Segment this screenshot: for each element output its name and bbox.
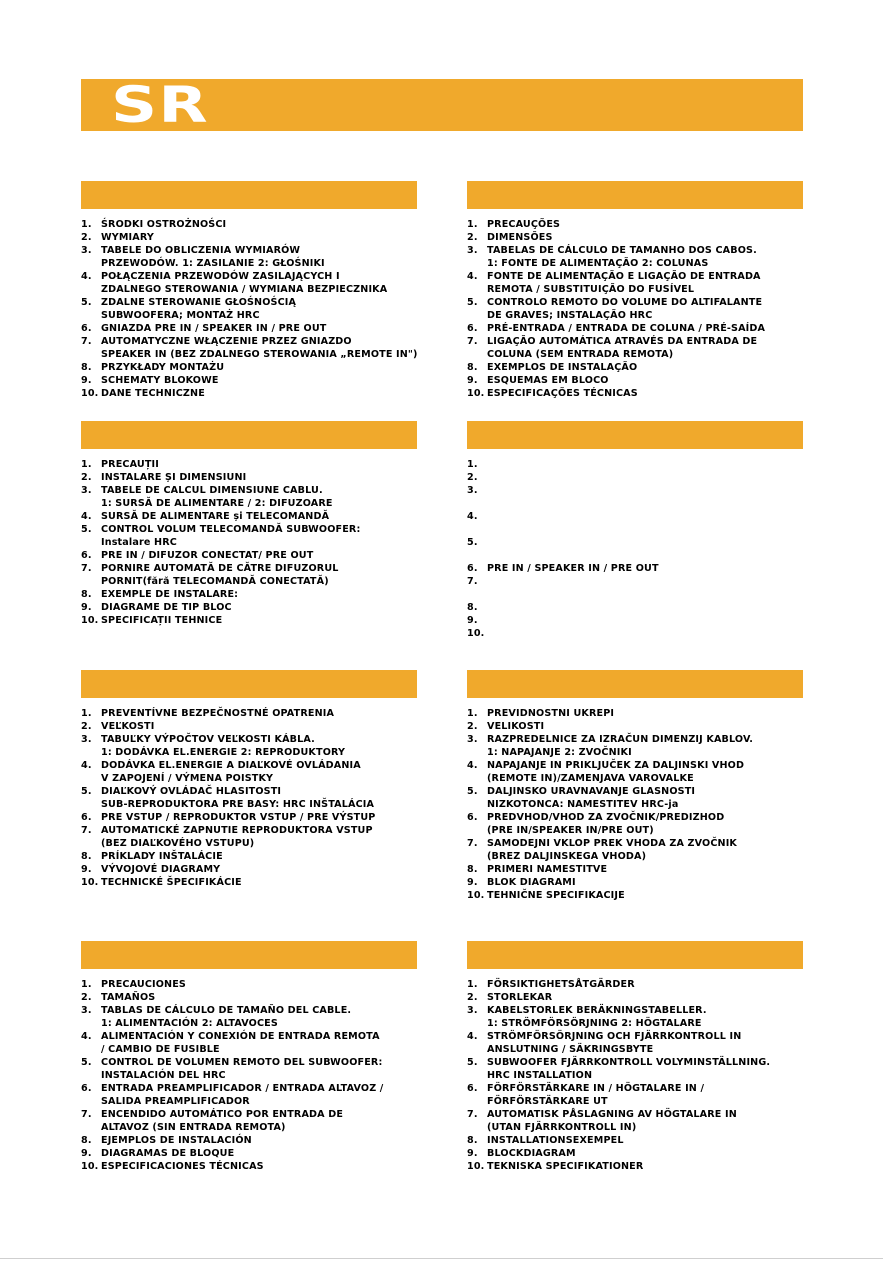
toc-item-text: INSTALACIÓN DEL HRC — [101, 1070, 226, 1081]
toc-item-text: PRÍKLADY INŠTALÁCIE — [101, 851, 223, 862]
toc-item — [81, 231, 441, 244]
toc-item — [81, 387, 441, 400]
toc-item-text: 1: NAPAJANJE 2: ZVOČNIKI — [487, 747, 632, 758]
toc-item-number: 8. — [467, 1135, 478, 1146]
toc-item — [81, 1056, 441, 1082]
toc-item-text: DALJINSKO URAVNAVANJE GLASNOSTI — [487, 786, 696, 797]
toc-item — [81, 978, 441, 991]
toc-item — [81, 1160, 441, 1173]
toc-item-text: SALIDA PREAMPLIFICADOR — [101, 1096, 250, 1107]
toc-item — [81, 824, 441, 850]
toc-item-text: AUTOMATYCZNE WŁĄCZENIE PRZEZ GNIAZDO — [101, 336, 352, 347]
toc-item-text: NAPAJANJE IN PRIKLJUČEK ZA DALJINSKI VHOD — [487, 760, 745, 771]
toc-item-number: 8. — [81, 851, 92, 862]
toc-item-text — [487, 471, 827, 484]
toc-item — [81, 588, 441, 601]
toc-item-text: ZDALNEGO STEROWANIA / WYMIANA BEZPIECZNIKA — [101, 284, 388, 295]
toc-item-number: 9. — [81, 602, 92, 613]
toc-item-number: 8. — [81, 589, 92, 600]
toc-item-number: 4. — [81, 1031, 92, 1042]
toc-item-number: 4. — [467, 760, 478, 771]
section-header-russian — [467, 421, 803, 449]
toc-item — [467, 575, 827, 601]
toc-item-number: 4. — [81, 271, 92, 282]
toc-item-text: COLUNA (SEM ENTRADA REMOTA) — [487, 349, 674, 360]
toc-item — [81, 720, 441, 733]
toc-item-text: VEĽKOSTI — [101, 721, 155, 732]
toc-item-text: TABUĽKY VÝPOČTOV VEĽKOSTI KÁBLA. — [101, 734, 315, 745]
toc-item-number: 5. — [81, 524, 92, 535]
toc-item-text: CONTROLO REMOTO DO VOLUME DO ALTIFALANTE — [487, 297, 763, 308]
toc-item-text: ANSLUTNING / SÄKRINGSBYTE — [487, 1044, 654, 1055]
toc-item — [81, 811, 441, 824]
toc-item-number: 6. — [81, 1083, 92, 1094]
toc-item-text — [487, 536, 827, 549]
toc-item — [81, 863, 441, 876]
toc-item-number: 9. — [467, 375, 478, 386]
toc-item — [467, 1030, 827, 1056]
bottom-rule — [0, 1258, 883, 1259]
toc-item-text: TABELE DE CALCUL DIMENSIUNE CABLU. — [101, 485, 323, 496]
toc-item-text: BLOCKDIAGRAM — [487, 1148, 576, 1159]
toc-item — [467, 991, 827, 1004]
toc-item — [81, 270, 441, 296]
toc-item — [467, 270, 827, 296]
toc-item — [81, 991, 441, 1004]
toc-item — [467, 837, 827, 863]
toc-item-number: 3. — [81, 1005, 92, 1016]
toc-item — [467, 562, 827, 575]
toc-item-number: 7. — [467, 336, 478, 347]
toc-item-text: ESPECIFICACIONES TÉCNICAS — [101, 1161, 264, 1172]
toc-item-number: 10. — [81, 1161, 99, 1172]
toc-item-text: TAMAÑOS — [101, 992, 156, 1003]
toc-item — [467, 244, 827, 270]
toc-item-number: 10. — [467, 628, 485, 639]
toc-item-text: PREVIDNOSTNI UKREPI — [487, 708, 615, 719]
toc-item-number: 1. — [467, 219, 478, 230]
toc-item-number: 6. — [81, 323, 92, 334]
toc-item-number: 3. — [81, 245, 92, 256]
toc-item-number: 4. — [81, 760, 92, 771]
toc-item — [81, 523, 441, 549]
toc-item-text: KABELSTORLEK BERÄKNINGSTABELLER. — [487, 1005, 707, 1016]
toc-item-text: NIZKOTONCA: NAMESTITEV HRC-ja — [487, 799, 679, 810]
toc-item-text: RAZPREDELNICE ZA IZRAČUN DIMENZIJ KABLOV. — [487, 734, 754, 745]
toc-item-text: PRIMERI NAMESTITVE — [487, 864, 608, 875]
toc-item-text: EJEMPLOS DE INSTALACIÓN — [101, 1135, 252, 1146]
toc-item-text: INSTALARE ȘI DIMENSIUNI — [101, 472, 247, 483]
toc-item-text: PRÉ-ENTRADA / ENTRADA DE COLUNA / PRÉ-SAÍDA — [487, 323, 766, 334]
toc-item — [81, 322, 441, 335]
toc-item-number: 8. — [81, 362, 92, 373]
toc-item-text: REMOTA / SUBSTITUIÇÃO DO FUSÍVEL — [487, 284, 695, 295]
toc-item-text: TABELE DO OBLICZENIA WYMIARÓW — [101, 245, 301, 256]
toc-item-text: ZDALNE STEROWANIE GŁOŚNOŚCIĄ — [101, 297, 297, 308]
toc-item-text: SAMODEJNI VKLOP PREK VHODA ZA ZVOČNIK — [487, 838, 738, 849]
toc-item-text — [487, 601, 827, 614]
toc-item — [467, 374, 827, 387]
toc-item-text: VELIKOSTI — [487, 721, 545, 732]
section-header-romanian — [81, 421, 417, 449]
toc-item-number: 9. — [81, 1148, 92, 1159]
toc-item-text: CONTROL DE VOLUMEN REMOTO DEL SUBWOOFER: — [101, 1057, 383, 1068]
toc-polish — [81, 218, 441, 400]
toc-item-number: 5. — [81, 297, 92, 308]
toc-item-text: STORLEKAR — [487, 992, 553, 1003]
toc-item-number: 3. — [81, 734, 92, 745]
toc-item-number: 2. — [467, 472, 478, 483]
toc-item-number: 3. — [467, 245, 478, 256]
toc-item-number: 4. — [467, 511, 478, 522]
toc-item-number: 8. — [81, 1135, 92, 1146]
toc-item-number: 6. — [467, 563, 478, 574]
toc-item — [81, 458, 441, 471]
toc-item-text: DIMENSÕES — [487, 232, 553, 243]
toc-item-number: 5. — [467, 537, 478, 548]
toc-item-text: PRECAUȚII — [101, 459, 159, 470]
toc-item-text: DIAGRAME DE TIP BLOC — [101, 602, 232, 613]
toc-item-text: 1: FONTE DE ALIMENTAÇÃO 2: COLUNAS — [487, 258, 709, 269]
toc-item — [81, 1082, 441, 1108]
toc-item-number: 7. — [467, 576, 478, 587]
toc-item-text: 1: STRÖMFÖRSÖRJNING 2: HÖGTALARE — [487, 1018, 702, 1029]
toc-item-text: PREDVHOD/VHOD ZA ZVOČNIK/PREDIZHOD — [487, 812, 725, 823]
toc-item-text: TECHNICKÉ ŠPECIFIKÁCIE — [101, 877, 242, 888]
toc-item — [467, 1108, 827, 1134]
toc-item-number: 6. — [467, 1083, 478, 1094]
toc-item-number: 6. — [81, 812, 92, 823]
toc-item — [81, 218, 441, 231]
toc-item — [467, 1147, 827, 1160]
toc-item — [81, 876, 441, 889]
toc-item — [467, 889, 827, 902]
toc-item-number: 1. — [467, 459, 478, 470]
toc-item — [81, 1134, 441, 1147]
toc-item-text: (REMOTE IN)/ZAMENJAVA VAROVALKE — [487, 773, 694, 784]
toc-item — [81, 335, 441, 361]
toc-item — [81, 562, 441, 588]
toc-item-text: ALTAVOZ (SIN ENTRADA REMOTA) — [101, 1122, 286, 1133]
toc-item-number: 10. — [467, 890, 485, 901]
toc-item — [467, 1160, 827, 1173]
toc-item-text: DE GRAVES; INSTALAÇÃO HRC — [487, 310, 653, 321]
toc-item-text: PRZEWODÓW. 1: ZASILANIE 2: GŁOŚNIKI — [101, 258, 325, 269]
toc-item-text: FÖRFÖRSTÄRKARE UT — [487, 1096, 608, 1107]
toc-item-text: DIAĽKOVÝ OVLÁDAČ HLASITOSTI — [101, 786, 282, 797]
toc-item-number: 9. — [467, 1148, 478, 1159]
toc-item-number: 3. — [81, 485, 92, 496]
toc-item-text — [487, 614, 827, 627]
toc-item — [467, 785, 827, 811]
toc-item — [467, 296, 827, 322]
toc-item-text: VÝVOJOVÉ DIAGRAMY — [101, 864, 221, 875]
toc-item-number: 7. — [81, 563, 92, 574]
toc-item — [81, 707, 441, 720]
toc-item-number: 3. — [467, 1005, 478, 1016]
toc-item-number: 2. — [81, 232, 92, 243]
toc-item-number: 2. — [467, 992, 478, 1003]
toc-item-number: 1. — [81, 459, 92, 470]
toc-romanian — [81, 458, 441, 627]
toc-item-text: LIGAÇÃO AUTOMÁTICA ATRAVÉS DA ENTRADA DE — [487, 336, 758, 347]
toc-item-text — [487, 549, 827, 562]
toc-item-text: GNIAZDA PRE IN / SPEAKER IN / PRE OUT — [101, 323, 327, 334]
toc-swedish — [467, 978, 827, 1173]
toc-item — [467, 1082, 827, 1108]
toc-item-number: 8. — [467, 362, 478, 373]
toc-item-text: PRECAUÇÕES — [487, 219, 561, 230]
toc-item-text: PORNIT(fără TELECOMANDĂ CONECTATĂ) — [101, 576, 329, 587]
toc-item-number: 1. — [467, 979, 478, 990]
toc-item-text: DANE TECHNICZNE — [101, 388, 205, 399]
toc-item — [467, 601, 827, 614]
toc-item-number: 4. — [81, 511, 92, 522]
toc-item-text: 1: SURSĂ DE ALIMENTARE / 2: DIFUZOARE — [101, 498, 333, 509]
toc-item-text: SCHEMATY BLOKOWE — [101, 375, 219, 386]
toc-item-text: EXEMPLE DE INSTALARE: — [101, 589, 239, 600]
section-header-slovak — [81, 670, 417, 698]
toc-item-text: 1: ALIMENTACIÓN 2: ALTAVOCES — [101, 1018, 278, 1029]
toc-item — [467, 876, 827, 889]
toc-item — [467, 361, 827, 374]
toc-item-number: 1. — [81, 219, 92, 230]
toc-item-text: PRECAUCIONES — [101, 979, 186, 990]
toc-item — [81, 601, 441, 614]
toc-item — [81, 1108, 441, 1134]
toc-spanish — [81, 978, 441, 1173]
toc-item-text: PRE VSTUP / REPRODUKTOR VSTUP / PRE VÝSTUP — [101, 812, 376, 823]
toc-item-number: 9. — [467, 615, 478, 626]
toc-item-text: SUBWOOFER FJÄRRKONTROLL VOLYMINSTÄLLNING. — [487, 1057, 771, 1068]
toc-item-text: ESPECIFICAÇÕES TÉCNICAS — [487, 388, 638, 399]
toc-item-text: FONTE DE ALIMENTAÇÃO E LIGAÇÃO DE ENTRADA — [487, 271, 761, 282]
toc-item-number: 5. — [467, 1057, 478, 1068]
toc-item-text: TABLAS DE CÁLCULO DE TAMAÑO DEL CABLE. — [101, 1005, 352, 1016]
toc-item-number: 10. — [81, 388, 99, 399]
toc-slovenian — [467, 707, 827, 902]
toc-item — [81, 850, 441, 863]
toc-item-text: 1: DODÁVKA EL.ENERGIE 2: REPRODUKTORY — [101, 747, 346, 758]
toc-item — [467, 733, 827, 759]
toc-item-text — [487, 575, 827, 588]
toc-item-number: 5. — [81, 1057, 92, 1068]
toc-item — [81, 1030, 441, 1056]
toc-item-text: / CAMBIO DE FUSIBLE — [101, 1044, 220, 1055]
toc-item-text: ENCENDIDO AUTOMÁTICO POR ENTRADA DE — [101, 1109, 344, 1120]
toc-item-text: SPEAKER IN (BEZ ZDALNEGO STEROWANIA „REMOTE IN") — [101, 349, 418, 360]
toc-item-number: 9. — [467, 877, 478, 888]
toc-item — [467, 231, 827, 244]
toc-item-text: SPECIFICAȚII TEHNICE — [101, 615, 223, 626]
toc-item-text: TEKNISKA SPECIFIKATIONER — [487, 1161, 644, 1172]
toc-item — [467, 458, 827, 471]
toc-russian — [467, 458, 827, 640]
toc-item — [81, 510, 441, 523]
toc-item-text: (PRE IN/SPEAKER IN/PRE OUT) — [487, 825, 654, 836]
toc-item-text: DIAGRAMAS DE BLOQUE — [101, 1148, 235, 1159]
toc-item — [81, 484, 441, 510]
toc-item — [81, 1004, 441, 1030]
toc-item-number: 8. — [467, 864, 478, 875]
toc-item — [467, 218, 827, 231]
toc-slovak — [81, 707, 441, 889]
toc-item-text: BLOK DIAGRAMI — [487, 877, 576, 888]
toc-item-text: SURSĂ DE ALIMENTARE și TELECOMANDĂ — [101, 511, 330, 522]
toc-item-text: ESQUEMAS EM BLOCO — [487, 375, 609, 386]
toc-item — [467, 387, 827, 400]
sr-logo: SR — [111, 76, 209, 134]
toc-item-text: PRE IN / SPEAKER IN / PRE OUT — [487, 563, 659, 574]
toc-item — [81, 614, 441, 627]
toc-item-number: 5. — [467, 786, 478, 797]
header-banner — [81, 76, 803, 134]
section-header-spanish — [81, 941, 417, 969]
toc-item-number: 1. — [81, 708, 92, 719]
toc-item-text: FÖRSIKTIGHETSÅTGÄRDER — [487, 979, 635, 990]
toc-item-number: 5. — [467, 297, 478, 308]
toc-item-number: 7. — [81, 825, 92, 836]
toc-item-number: 5. — [81, 786, 92, 797]
toc-item — [467, 471, 827, 484]
toc-portuguese — [467, 218, 827, 400]
toc-item-text — [487, 458, 827, 471]
toc-item-number: 7. — [81, 336, 92, 347]
toc-item-number: 2. — [81, 721, 92, 732]
toc-item-text: HRC INSTALLATION — [487, 1070, 593, 1081]
toc-item-text: (UTAN FJÄRRKONTROLL IN) — [487, 1122, 637, 1133]
toc-item-text: V ZAPOJENÍ / VÝMENA POISTKY — [101, 773, 274, 784]
toc-item-text — [487, 497, 827, 510]
toc-item — [467, 1134, 827, 1147]
toc-item-text: WYMIARY — [101, 232, 154, 243]
toc-item — [467, 322, 827, 335]
toc-item — [81, 549, 441, 562]
toc-item-text: AUTOMATISK PÅSLAGNING AV HÖGTALARE IN — [487, 1109, 737, 1120]
toc-item-text: EXEMPLOS DE INSTALAÇÃO — [487, 362, 638, 373]
section-header-polish — [81, 181, 417, 209]
toc-item — [81, 374, 441, 387]
toc-item — [467, 335, 827, 361]
toc-item-number: 10. — [467, 1161, 485, 1172]
toc-item-text: TABELAS DE CÁLCULO DE TAMANHO DOS CABOS. — [487, 245, 757, 256]
toc-item — [81, 296, 441, 322]
toc-item-number: 3. — [467, 734, 478, 745]
toc-item-number: 6. — [467, 323, 478, 334]
toc-item-number: 2. — [81, 992, 92, 1003]
toc-item-text — [487, 484, 827, 497]
toc-item-number: 2. — [467, 721, 478, 732]
toc-item — [81, 361, 441, 374]
toc-item — [467, 536, 827, 562]
toc-item — [467, 759, 827, 785]
toc-item-text: (BEZ DIAĽKOVÉHO VSTUPU) — [101, 838, 255, 849]
toc-item-number: 9. — [81, 864, 92, 875]
toc-item-text: Instalare HRC — [101, 537, 177, 548]
toc-item — [467, 1056, 827, 1082]
toc-item-number: 6. — [81, 550, 92, 561]
toc-item-text: PORNIRE AUTOMATĂ DE CĂTRE DIFUZORUL — [101, 563, 339, 574]
toc-item — [467, 707, 827, 720]
section-header-portuguese — [467, 181, 803, 209]
toc-item-text: PRZYKŁADY MONTAŻU — [101, 362, 225, 373]
toc-item — [81, 733, 441, 759]
toc-item-number: 2. — [81, 472, 92, 483]
toc-item — [467, 510, 827, 536]
toc-item-number: 7. — [467, 1109, 478, 1120]
toc-item-number: 3. — [467, 485, 478, 496]
toc-item-number: 6. — [467, 812, 478, 823]
section-header-swedish — [467, 941, 803, 969]
toc-item-text: DODÁVKA EL.ENERGIE A DIAĽKOVÉ OVLÁDANIA — [101, 760, 361, 771]
toc-item-text: PREVENTÍVNE BEZPEČNOSTNÉ OPATRENIA — [101, 708, 335, 719]
toc-item-number: 10. — [81, 615, 99, 626]
toc-item-text — [487, 523, 827, 536]
toc-item-text — [487, 510, 827, 523]
toc-item — [467, 1004, 827, 1030]
toc-item — [81, 471, 441, 484]
toc-item-text: ENTRADA PREAMPLIFICADOR / ENTRADA ALTAVOZ / — [101, 1083, 384, 1094]
toc-item-text: ŚRODKI OSTROŻNOŚCI — [101, 219, 227, 230]
toc-item — [467, 484, 827, 510]
toc-item-text: FÖRFÖRSTÄRKARE IN / HÖGTALARE IN / — [487, 1083, 705, 1094]
toc-item-number: 4. — [467, 271, 478, 282]
toc-item — [81, 1147, 441, 1160]
toc-item-text: PRE IN / DIFUZOR CONECTAT/ PRE OUT — [101, 550, 314, 561]
toc-item-number: 1. — [467, 708, 478, 719]
toc-item — [467, 978, 827, 991]
toc-item-text: POŁĄCZENIA PRZEWODÓW ZASILAJĄCYCH I — [101, 271, 340, 282]
toc-item — [81, 785, 441, 811]
toc-item — [467, 627, 827, 640]
section-header-slovenian — [467, 670, 803, 698]
toc-item-number: 10. — [467, 388, 485, 399]
toc-item — [467, 614, 827, 627]
toc-item-number: 9. — [81, 375, 92, 386]
toc-item-text — [487, 627, 827, 640]
toc-item — [467, 863, 827, 876]
toc-item-text: STRÖMFÖRSÖRJNING OCH FJÄRRKONTROLL IN — [487, 1031, 742, 1042]
toc-item — [467, 720, 827, 733]
toc-item-number: 7. — [81, 1109, 92, 1120]
toc-item-text: SUBWOOFERA; MONTAŻ HRC — [101, 310, 260, 321]
toc-item-text: CONTROL VOLUM TELECOMANDĂ SUBWOOFER: — [101, 524, 361, 535]
toc-item-number: 10. — [81, 877, 99, 888]
toc-item — [81, 759, 441, 785]
toc-item-text: AUTOMATICKÉ ZAPNUTIE REPRODUKTORA VSTUP — [101, 825, 373, 836]
toc-item-number: 7. — [467, 838, 478, 849]
toc-item-number: 8. — [467, 602, 478, 613]
toc-item — [81, 244, 441, 270]
toc-item-text — [487, 588, 827, 601]
toc-item-number: 1. — [81, 979, 92, 990]
toc-item-text: SUB-REPRODUKTORA PRE BASY: HRC INŠTALÁCIA — [101, 799, 375, 810]
toc-item-text: INSTALLATIONSEXEMPEL — [487, 1135, 624, 1146]
toc-item-text: TEHNIČNE SPECIFIKACIJE — [487, 890, 625, 901]
toc-item — [467, 811, 827, 837]
toc-item-text: (BREZ DALJINSKEGA VHODA) — [487, 851, 647, 862]
toc-item-text: ALIMENTACIÓN Y CONEXIÓN DE ENTRADA REMOTA — [101, 1031, 380, 1042]
toc-item-number: 2. — [467, 232, 478, 243]
toc-item-number: 4. — [467, 1031, 478, 1042]
